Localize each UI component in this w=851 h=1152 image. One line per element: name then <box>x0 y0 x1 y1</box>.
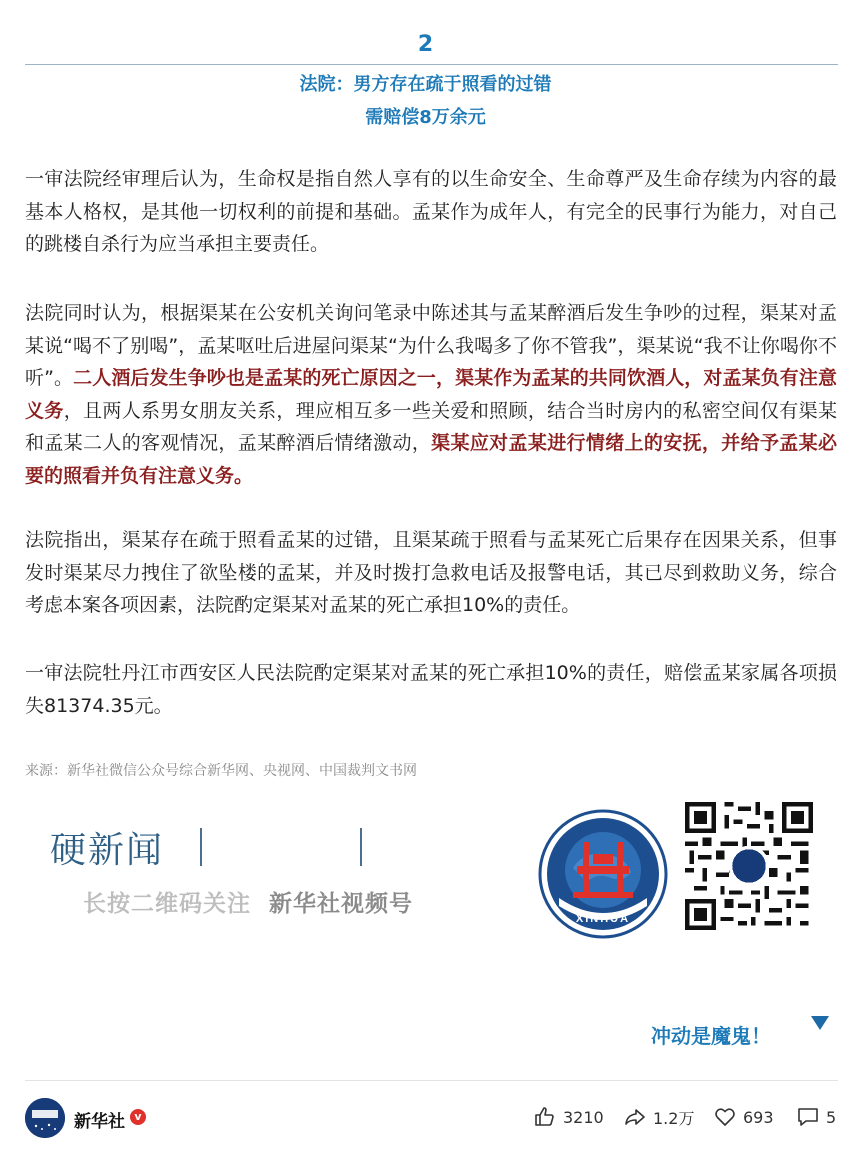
favorite-count: 693 <box>743 1107 774 1127</box>
comment-icon <box>796 1105 820 1129</box>
paragraph-3: 法院指出，渠某存在疏于照看孟某的过错，且渠某疏于照看与孟某死亡后果存在因果关系，但事发时渠某尽力拽住了欲坠楼的孟某，并及时拨打急救电话及报警电话，其已尽到救助义务，综合考虑本案各项因素，法院酌定渠某对孟某的死亡承担10%的责任。 <box>25 529 837 616</box>
paragraph-2-text-a: 法院同时认为，根据渠某在公安机关询问笔录中陈述其与孟某醉酒后发生争吵的过程，渠某对孟某说“喝不了别喝”，孟某呕吐后进屋问渠某“为什么我喝多了你不管我”，渠某说“我不让你喝你不听”。 <box>25 302 837 389</box>
section-divider <box>25 64 838 65</box>
slogan-text: 冲动是魔鬼！ <box>651 1024 771 1048</box>
banner-subtitle-dark: 新华社视频号 <box>269 891 413 917</box>
banner-divider <box>200 828 202 866</box>
paragraph-2-highlight-b: 渠某应对孟某进行情绪上的安抚，并给予孟某必要的照看并负有注意义务。 <box>25 432 837 487</box>
account-name[interactable]: 新华社 <box>74 1112 125 1132</box>
account-avatar[interactable] <box>25 1098 65 1138</box>
share-count: 1.2万 <box>653 1108 695 1128</box>
footer-divider <box>25 1080 838 1081</box>
section-heading-line2: 需赔偿8万余元 <box>365 107 486 128</box>
follow-banner <box>25 800 837 950</box>
favorite-button[interactable] <box>713 1103 774 1131</box>
banner-subtitle-light: 长按二维码关注 <box>83 891 251 917</box>
share-button[interactable] <box>623 1103 694 1131</box>
thumbs-up-icon <box>533 1105 557 1129</box>
like-button[interactable] <box>533 1103 604 1131</box>
section-heading-line1: 法院：男方存在疏于照看的过错 <box>299 74 552 95</box>
paragraph-2 <box>25 297 837 492</box>
paragraph-4: 一审法院牡丹江市西安区人民法院酌定渠某对孟某的死亡承担10%的责任，赔偿孟某家属各项损失81374.35元。 <box>25 662 837 717</box>
section-number: 2 <box>417 32 434 57</box>
paragraph-2-highlight-a: 二人酒后发生争吵也是孟某的死亡原因之一，渠某作为孟某的共同饮酒人，对孟某负有注意义务 <box>25 367 837 422</box>
share-arrow-icon <box>623 1105 647 1129</box>
verified-badge: v <box>130 1109 146 1125</box>
triangle-down-icon <box>810 1015 830 1031</box>
banner-title: 硬新闻 <box>50 830 165 871</box>
xinhua-logo-icon <box>537 808 669 940</box>
comment-button[interactable] <box>796 1103 836 1131</box>
logo-text: XINHUA <box>575 913 631 925</box>
banner-subtitle <box>83 885 413 918</box>
heart-icon <box>713 1105 737 1129</box>
like-count: 3210 <box>563 1107 604 1127</box>
paragraph-1: 一审法院经审理后认为，生命权是指自然人享有的以生命安全、生命尊严及生命存续为内容的最基本人格权，是其他一切权利的前提和基础。孟某作为成年人，有完全的民事行为能力，对自己的跳楼自杀行为应当承担主要责任。 <box>25 168 837 255</box>
xinhua-avatar-icon <box>25 1098 65 1138</box>
comment-count: 5 <box>826 1107 837 1127</box>
banner-divider <box>360 828 362 866</box>
source-note: 来源：新华社微信公众号综合新华网、央视网、中国裁判文书网 <box>25 763 417 779</box>
qr-code-icon[interactable] <box>685 802 813 930</box>
paragraph-2-text-b: ，且两人系男女朋友关系，理应相互多一些关爱和照顾，结合当时房内的私密空间仅有渠某和孟某二人的客观情况，孟某醉酒后情绪激动， <box>25 399 837 454</box>
